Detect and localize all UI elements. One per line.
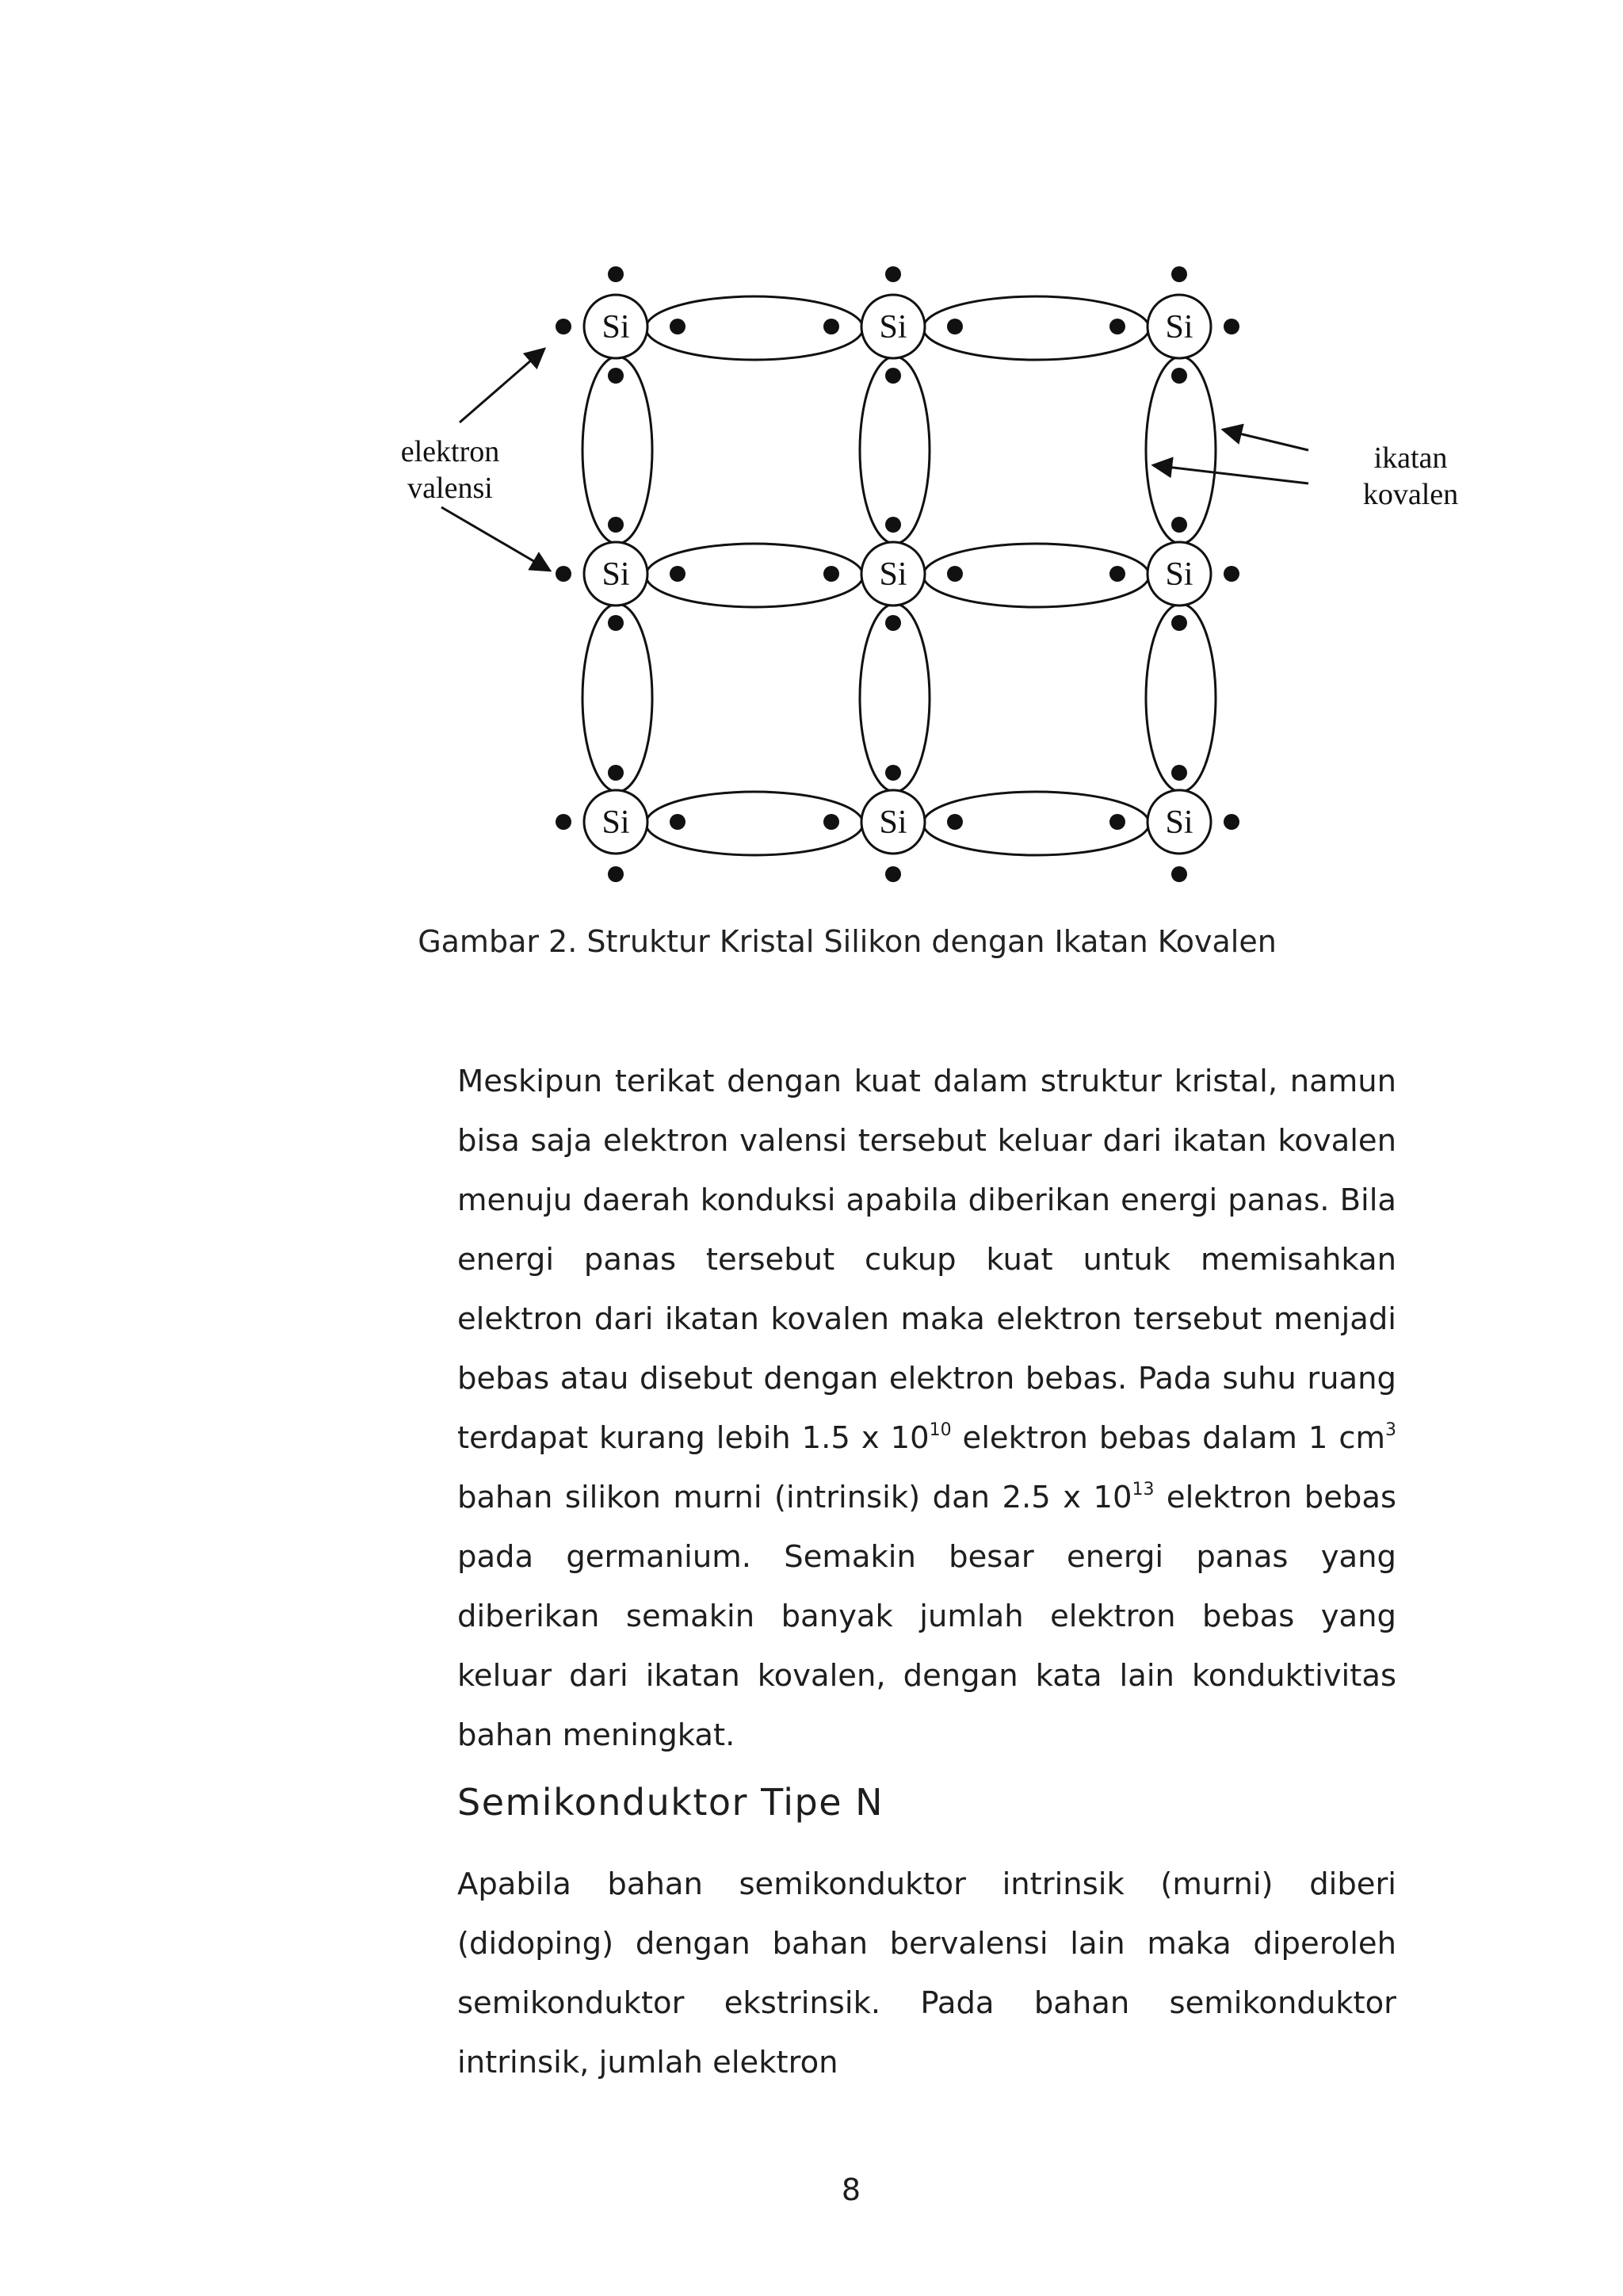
valence-electron	[1171, 615, 1187, 631]
covalent-bond	[860, 357, 930, 544]
silicon-atom-label: Si	[601, 556, 630, 593]
valence-electron	[556, 566, 571, 582]
valence-label-line2: valensi	[407, 472, 493, 505]
valence-electron	[1171, 866, 1187, 882]
figure-caption: Gambar 2. Struktur Kristal Silikon dengan Ikatan Kovalen	[418, 924, 1277, 959]
valence-electron	[947, 814, 963, 830]
silicon-atom-label: Si	[879, 804, 907, 841]
valence-electron	[1171, 765, 1187, 781]
silicon-atom-label: Si	[601, 804, 630, 841]
bond-arrow-lower	[1153, 465, 1308, 483]
valence-electron	[885, 866, 901, 882]
bond-label-line1: ikatan	[1373, 441, 1448, 475]
silicon-atom-label: Si	[879, 309, 907, 346]
paragraph-text: Meskipun terikat dengan kuat dalam struktur kristal, namun bisa saja elektron valensi tersebut keluar dari ikatan kovalen menuju daerah konduksi apabila diberikan energi panas. Bila energi panas tersebut cukup kuat untuk memisahkan elektron dari ikatan kovalen maka elektron tersebut menjadi bebas atau disebut dengan elektron bebas. Pada suhu ruang terdapat kurang lebih 1.5 x 10	[457, 1064, 1396, 1456]
covalent-bond	[582, 357, 652, 544]
bond-arrow-upper	[1223, 430, 1308, 450]
valence-electron	[608, 368, 624, 384]
valence-electron	[608, 517, 624, 533]
covalent-bond-label	[1153, 430, 1458, 511]
bond-label-line2: kovalen	[1362, 478, 1459, 511]
valence-electron	[1109, 566, 1125, 582]
valence-electron	[1109, 319, 1125, 334]
valence-electron	[885, 765, 901, 781]
paragraph-text: elektron bebas dalam 1 cm	[951, 1420, 1385, 1456]
valence-electron	[670, 814, 685, 830]
covalent-bond	[582, 604, 652, 792]
valence-arrow-lower	[441, 507, 550, 571]
covalent-bond	[1146, 604, 1216, 792]
section-heading: Semikonduktor Tipe N	[457, 1781, 884, 1824]
valence-electron	[608, 266, 624, 282]
valence-electron	[1109, 814, 1125, 830]
silicon-atom-label: Si	[601, 309, 630, 346]
valence-label-line1: elektron	[400, 435, 500, 468]
valence-electron	[608, 866, 624, 882]
exponent: 10	[929, 1420, 952, 1440]
valence-electron	[947, 566, 963, 582]
valence-electron	[947, 319, 963, 334]
valence-electron	[885, 266, 901, 282]
valence-electron	[1171, 517, 1187, 533]
paragraph-text: elektron bebas pada germanium. Semakin besar energi panas yang diberikan semakin banyak jumlah elektron bebas yang keluar dari ikatan kovalen, dengan kata lain konduktivitas bahan meningkat.	[457, 1480, 1396, 1753]
valence-arrow-upper	[460, 349, 544, 422]
paragraph-text: bahan silikon murni (intrinsik) dan 2.5 x 10	[457, 1480, 1132, 1515]
valence-electron	[1171, 368, 1187, 384]
paragraph-free-electrons	[457, 1052, 1396, 1765]
covalent-bond	[1146, 357, 1216, 544]
body-text	[457, 1855, 1396, 2092]
valence-electron	[885, 517, 901, 533]
valence-electron	[1224, 566, 1239, 582]
valence-electron	[1171, 266, 1187, 282]
valence-electron	[556, 814, 571, 830]
covalent-bond	[860, 604, 930, 792]
valence-electron	[885, 368, 901, 384]
exponent: 13	[1132, 1480, 1155, 1499]
valence-electron-label	[401, 349, 550, 571]
silicon-crystal-diagram	[0, 0, 1623, 919]
valence-electron	[556, 319, 571, 334]
valence-electron	[1224, 814, 1239, 830]
body-text	[457, 1052, 1396, 1765]
paragraph-n-type: Apabila bahan semikonduktor intrinsik (murni) diberi (didoping) dengan bahan bervalensi lain maka diperoleh semikonduktor ekstrinsik. Pada bahan semikonduktor intrinsik, jumlah elektron	[457, 1866, 1396, 2080]
valence-electron	[670, 566, 685, 582]
silicon-atom-label: Si	[879, 556, 907, 593]
silicon-atom-label: Si	[1165, 309, 1193, 346]
valence-electron	[670, 319, 685, 334]
valence-electron	[823, 319, 839, 334]
silicon-atom-label: Si	[1165, 804, 1193, 841]
section	[457, 1778, 1396, 1826]
valence-electron	[1224, 319, 1239, 334]
valence-electron	[608, 765, 624, 781]
valence-electron	[823, 814, 839, 830]
silicon-atom-label: Si	[1165, 556, 1193, 593]
exponent: 3	[1385, 1420, 1396, 1440]
valence-electron	[885, 615, 901, 631]
page-number: 8	[841, 2172, 861, 2207]
valence-electron	[823, 566, 839, 582]
valence-electron	[608, 615, 624, 631]
